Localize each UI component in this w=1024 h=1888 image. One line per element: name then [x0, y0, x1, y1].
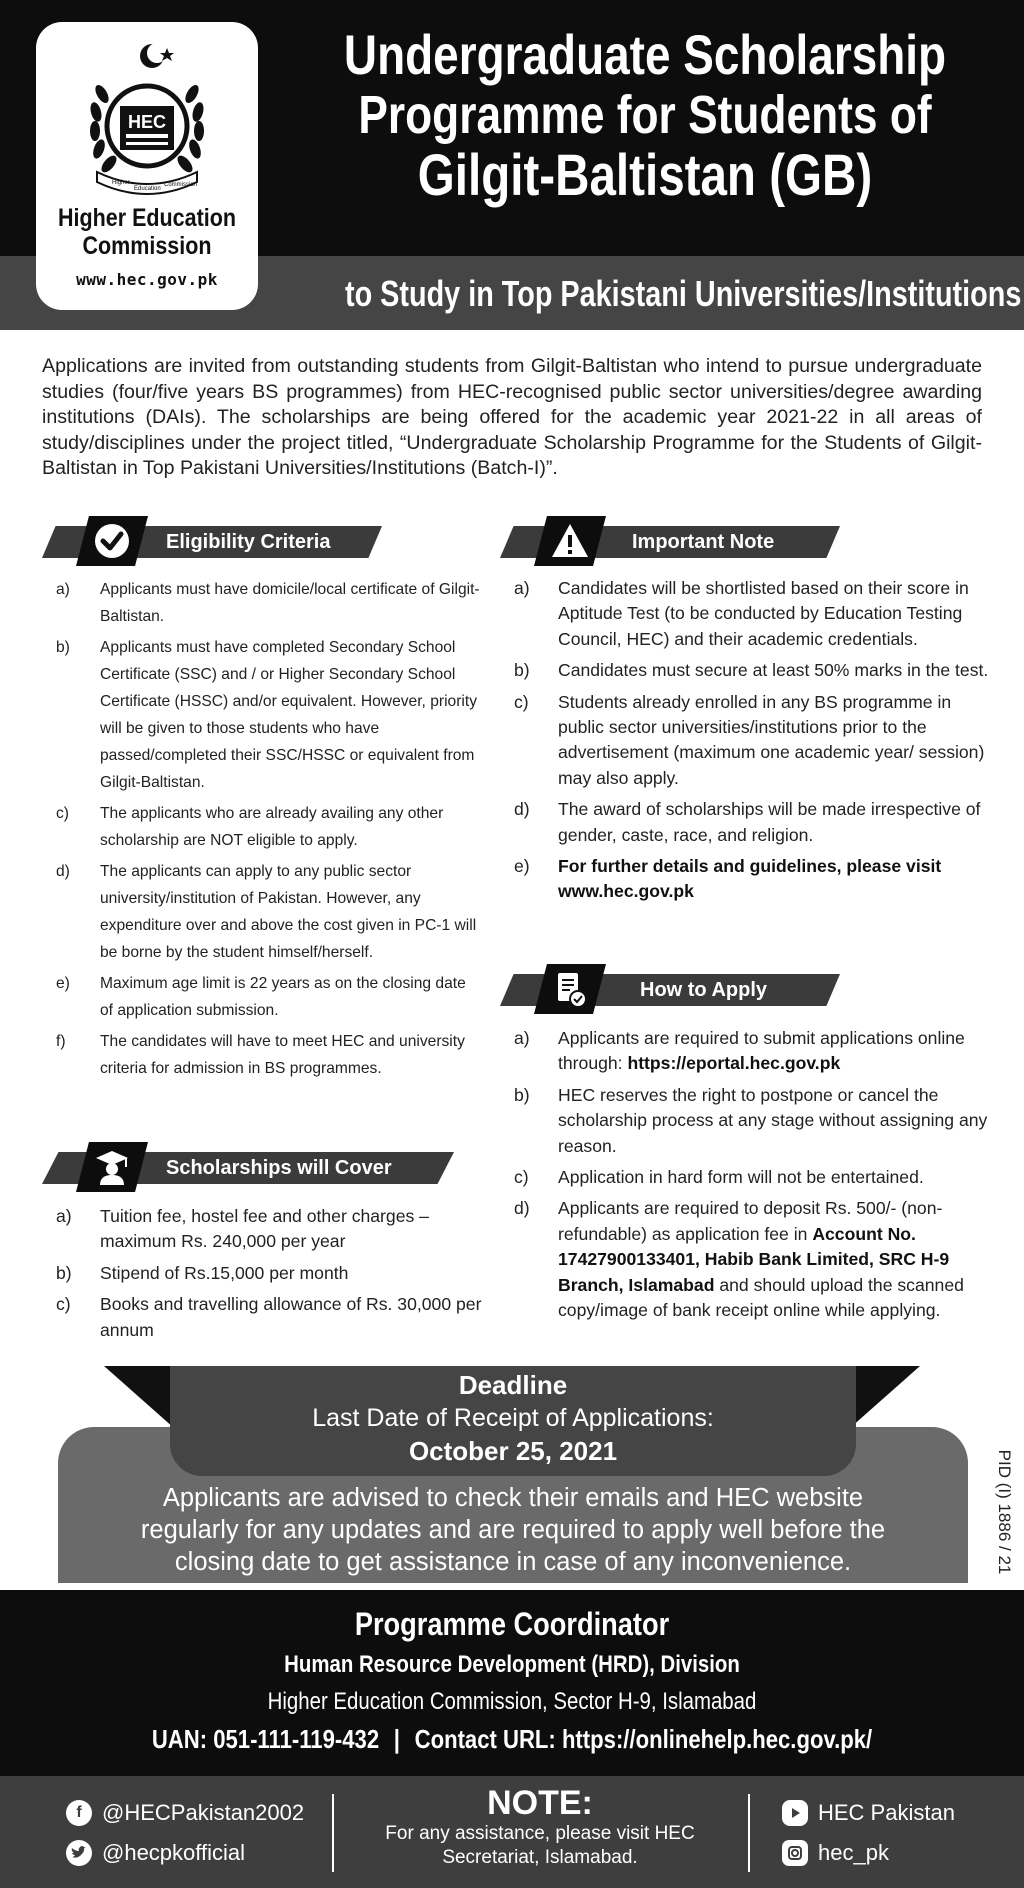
list-item	[500, 797, 992, 848]
youtube-icon	[782, 1800, 808, 1826]
important-note-icon-box	[534, 516, 606, 566]
eligibility-heading-label: Eligibility Criteria	[166, 531, 331, 553]
list-item	[500, 1083, 992, 1159]
list-item-text: Candidates must secure at least 50% marks in the test.	[558, 660, 989, 681]
list-marker: d)	[514, 799, 530, 820]
list-item-text: Books and travelling allowance of Rs. 30,000 per annum	[100, 1294, 482, 1340]
list-item	[42, 970, 482, 1024]
eligibility-list	[42, 576, 482, 1086]
contact-url-label: Contact URL:	[414, 1724, 556, 1754]
list-item	[500, 690, 992, 792]
footer-note-title: NOTE:	[487, 1784, 593, 1822]
logo-org-name-line1: Higher Education	[58, 204, 236, 232]
important-note-heading-label: Important Note	[632, 531, 775, 553]
list-marker: a)	[56, 1206, 72, 1226]
coordinator-address: Higher Education Commission, Sector H-9, Islamabad	[267, 1688, 757, 1715]
list-item	[42, 800, 482, 854]
list-item	[500, 854, 992, 905]
list-item-text: and should upload the scanned copy/image of bank receipt online while applying.	[558, 1274, 964, 1321]
list-item-text: Candidates will be shortlisted based on their score in Aptitude Test (to be conducted by Education Testing Council, HEC) and their academic credentials.	[558, 578, 969, 649]
coordinator-section	[0, 1590, 1024, 1776]
hec-emblem-icon	[72, 34, 222, 204]
scholarships-heading	[42, 1142, 454, 1192]
header	[0, 0, 1024, 330]
deadline-message: Applicants are advised to check their emails and HEC website regularly for any updates and are required to apply well before the closing date to get assistance in case of any inconvenience.	[140, 1484, 886, 1576]
deadline-title: Deadline	[458, 1370, 568, 1400]
list-item-text: HEC reserves the right to postpone or cancel the scholarship process at any stage without assigning any reason.	[558, 1084, 988, 1156]
scholarships-icon-box	[76, 1142, 148, 1192]
list-marker: d)	[514, 1198, 530, 1219]
list-marker: a)	[514, 578, 530, 598]
list-marker: b)	[514, 1084, 530, 1105]
important-note-list	[500, 576, 992, 911]
list-item-text: Applicants are required to submit applications online through:	[558, 1028, 965, 1074]
svg-text:HEC: HEC	[127, 112, 167, 132]
list-item-text: Tuition fee, hostel fee and other charges – maximum Rs. 240,000 per year	[100, 1206, 429, 1252]
check-circle-icon	[92, 521, 132, 561]
logo-url: www.hec.gov.pk	[76, 270, 218, 289]
scholarships-heading-label: Scholarships will Cover	[166, 1157, 392, 1179]
facebook-handle[interactable]	[66, 1800, 304, 1826]
list-item	[42, 634, 482, 796]
eportal-link[interactable]: https://eportal.hec.gov.pk	[627, 1053, 841, 1074]
how-to-apply-icon-box	[534, 964, 606, 1014]
list-item-text: For further details and guidelines, please visit www.hec.gov.pk	[558, 856, 942, 902]
list-item-text: The applicants who are already availing any other scholarship are NOT eligible to apply.	[100, 805, 444, 849]
list-item-text: The award of scholarships will be made irrespective of gender, caste, race, and religion.	[558, 799, 981, 845]
facebook-icon: f	[66, 1800, 92, 1826]
list-item	[500, 576, 992, 652]
list-marker: b)	[514, 660, 530, 681]
twitter-icon	[66, 1840, 92, 1866]
list-item-text: Application in hard form will not be entertained.	[558, 1167, 924, 1188]
deadline-corner-right	[850, 1366, 920, 1428]
contact-separator: |	[393, 1724, 400, 1754]
footer	[0, 1776, 1024, 1888]
instagram-icon	[782, 1840, 808, 1866]
list-marker: c)	[56, 805, 69, 822]
list-item-text: The applicants can apply to any public sector university/institution of Pakistan. However, any expenditure over and above the cost given in PC-1 will be borne by the student himself/herself.	[100, 863, 477, 961]
pid-text: PID (I) 1886 / 21	[995, 1449, 1014, 1575]
coordinator-division: Human Resource Development (HRD), Division	[284, 1651, 740, 1678]
list-item	[42, 1261, 482, 1286]
list-marker: c)	[514, 691, 529, 712]
deadline-box	[170, 1366, 856, 1476]
logo-org-name	[52, 204, 243, 260]
list-marker: f)	[56, 1033, 66, 1050]
eligibility-icon-box	[76, 516, 148, 566]
list-item-text: Maximum age limit is 22 years as on the closing date of application submission.	[100, 975, 466, 1019]
page-subtitle: to Study in Top Pakistani Universities/Institutions	[345, 273, 1022, 314]
list-item-text: Stipend of Rs.15,000 per month	[100, 1262, 349, 1283]
youtube-handle-text: HEC Pakistan	[818, 1800, 955, 1825]
list-marker: a)	[56, 581, 70, 598]
coordinator-title: Programme Coordinator	[354, 1606, 670, 1642]
list-item	[42, 576, 482, 630]
list-item	[42, 1204, 482, 1255]
list-item	[42, 1292, 482, 1343]
facebook-handle-text: @HECPakistan2002	[102, 1800, 305, 1825]
list-item-text: Applicants must have domicile/local certificate of Gilgit-Baltistan.	[100, 581, 480, 625]
title-line-3: Gilgit-Baltistan (GB)	[417, 143, 873, 208]
twitter-handle-text: @hecpkofficial	[102, 1840, 245, 1865]
instagram-handle-text: hec_pk	[818, 1840, 889, 1865]
youtube-handle[interactable]	[782, 1800, 955, 1826]
logo-org-name-line2: Commission	[82, 232, 212, 260]
how-to-apply-heading	[500, 964, 840, 1014]
list-item-text: Applicants must have completed Secondary School Certificate (SSC) and / or Higher Secondary School Certificate (HSSC) and/or equivalent. However, priority will be given to those students who have passed/completed their SSC/HSSC or equivalent from Gilgit-Baltistan.	[100, 639, 477, 791]
list-marker: a)	[514, 1028, 530, 1048]
intro-paragraph: Applications are invited from outstanding students from Gilgit-Baltistan who intend to pursue undergraduate studies (four/five years BS programmes) from HEC-recognised public sector universities/degree awarding institutions (DAIs). The scholarships are being offered for the academic year 2021-22 in all areas of study/disciplines under the project titled, “Undergraduate Scholarship Programme for the Students of Gilgit-Baltistan in Top Pakistani Universities/Institutions (Batch-I)”.	[42, 355, 982, 479]
list-item	[500, 1165, 992, 1190]
document-check-icon	[550, 969, 590, 1009]
footer-note-line1: For any assistance, please visit HEC	[385, 1823, 695, 1844]
uan-number: UAN: 051-111-119-432	[151, 1724, 380, 1754]
instagram-handle[interactable]	[782, 1840, 889, 1866]
svg-text:Education: Education	[134, 186, 161, 192]
list-item-text: Students already enrolled in any BS programme in public sector universities/institutions prior to the advertisement (maximum one academic year/ session) may also apply.	[558, 691, 985, 788]
list-marker: e)	[56, 975, 70, 992]
bank-account-details: Account No. 17427900133401, Habib Bank Limited, SRC H-9 Branch, Islamabad	[558, 1223, 950, 1295]
graduate-icon	[92, 1147, 132, 1187]
page-title	[270, 24, 1020, 208]
eligibility-heading	[42, 516, 382, 566]
svg-text:Commission: Commission	[164, 182, 198, 188]
list-marker: b)	[56, 639, 70, 656]
list-marker: d)	[56, 863, 70, 880]
how-to-apply-list	[500, 1026, 992, 1329]
how-to-apply-heading-label: How to Apply	[640, 979, 768, 1001]
hec-logo	[36, 22, 258, 310]
deadline-corner-left	[104, 1366, 174, 1428]
footer-divider-left	[332, 1794, 334, 1872]
svg-text:Higher: Higher	[112, 180, 130, 186]
pid-label	[994, 1449, 1014, 1575]
list-item	[42, 858, 482, 966]
scholarships-list	[42, 1204, 482, 1349]
title-line-1: Undergraduate Scholarship	[343, 23, 947, 86]
list-marker: b)	[56, 1262, 72, 1283]
twitter-handle[interactable]	[66, 1840, 245, 1866]
contact-url-link[interactable]: https://onlinehelp.hec.gov.pk/	[561, 1724, 873, 1754]
list-marker: c)	[514, 1167, 529, 1188]
list-item	[500, 1026, 992, 1077]
list-item-text: The candidates will have to meet HEC and university criteria for admission in BS programmes.	[100, 1033, 465, 1077]
warning-icon	[550, 521, 590, 561]
footer-note-line2: Secretariat, Islamabad.	[442, 1847, 638, 1868]
footer-note	[340, 1784, 740, 1870]
deadline-subtitle: Last Date of Receipt of Applications:	[312, 1404, 714, 1432]
list-marker: c)	[56, 1294, 71, 1315]
list-item	[500, 1196, 992, 1323]
deadline-date: October 25, 2021	[408, 1436, 618, 1466]
list-item	[500, 658, 992, 683]
title-line-2: Programme for Students of	[358, 85, 932, 145]
list-marker: e)	[514, 856, 530, 877]
footer-divider-right	[748, 1794, 750, 1872]
important-note-heading	[500, 516, 840, 566]
list-item	[42, 1028, 482, 1082]
list-item-text: Applicants are required to deposit Rs. 500/- (non-refundable) as application fee in	[558, 1198, 943, 1244]
coordinator-contact	[77, 1722, 947, 1756]
